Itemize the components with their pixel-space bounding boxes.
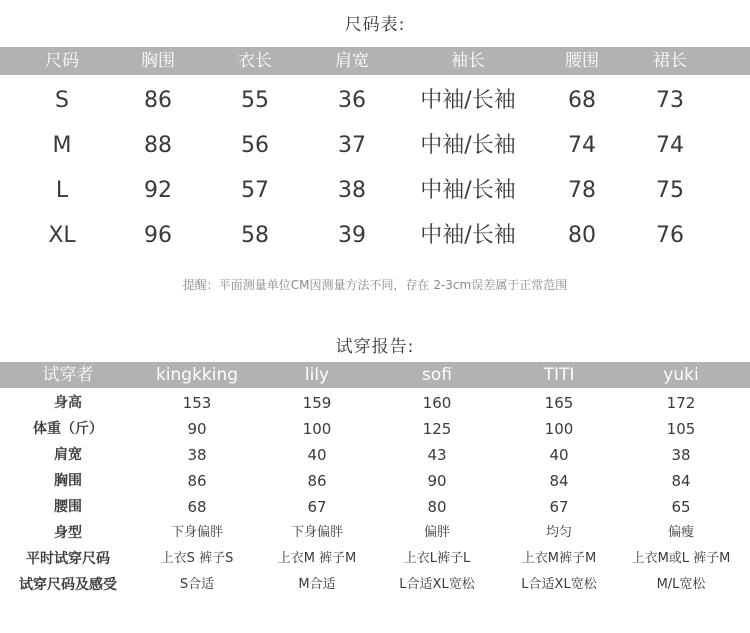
header-cell: 腰围 (565, 51, 599, 71)
header-cell: 胸围 (141, 51, 175, 71)
table-cell: 153 (182, 394, 212, 412)
table-cell: 68 (568, 88, 596, 113)
table-cell: 37 (338, 133, 366, 158)
table-cell: 上衣S 裤子S (160, 551, 234, 566)
table-row (0, 520, 750, 546)
table-cell: 78 (568, 178, 596, 203)
table-cell: 均匀 (545, 525, 573, 540)
table-cell: L合适XL宽松 (521, 577, 597, 592)
row-label: 平时试穿尺码 (26, 551, 110, 567)
row-label: 肩宽 (54, 447, 82, 463)
table-cell: 中袖/长袖 (420, 178, 516, 203)
table-cell: 86 (307, 472, 327, 490)
table-cell: 下身偏胖 (290, 525, 344, 540)
row-label: 体重（斤） (33, 421, 103, 437)
table-cell: 90 (427, 472, 447, 490)
table-row (0, 216, 750, 256)
table-cell: 73 (656, 88, 684, 113)
header-cell: kingkking (155, 365, 239, 385)
table-cell: 中袖/长袖 (420, 223, 516, 248)
table-row (0, 390, 750, 416)
table-cell: 中袖/长袖 (420, 88, 516, 113)
table-row (0, 81, 750, 121)
table-cell: 76 (656, 223, 684, 248)
row-label: 胸围 (54, 473, 82, 489)
table-cell: 84 (671, 472, 691, 490)
header-cell: TITI (543, 365, 575, 385)
header-cell: 裙长 (653, 51, 687, 71)
table-cell: L合适XL宽松 (399, 577, 475, 592)
table-cell: 100 (302, 420, 332, 438)
table-cell: 74 (568, 133, 596, 158)
table-cell: 86 (144, 88, 172, 113)
table-cell: 80 (568, 223, 596, 248)
table-cell: 159 (302, 394, 332, 412)
table-cell: 67 (549, 498, 569, 516)
row-label: 腰围 (54, 499, 82, 515)
table-cell: 55 (241, 88, 269, 113)
header-cell: sofi (422, 365, 452, 385)
table-cell: 92 (144, 178, 172, 203)
table-cell: S合适 (179, 577, 215, 592)
header-cell: yuki (663, 365, 699, 385)
table-cell: 56 (241, 133, 269, 158)
table-cell: 74 (656, 133, 684, 158)
header-cell: 袖长 (451, 51, 485, 71)
table-cell: 38 (338, 178, 366, 203)
table-cell: M合适 (298, 577, 336, 592)
table-cell: 96 (144, 223, 172, 248)
measurement-note: 提醒：平面测量单位CM因测量方法不同，存在 2-3cm误差属于正常范围 (182, 278, 568, 292)
size-chart-header (0, 47, 750, 75)
table-cell: L (55, 178, 69, 203)
table-row (0, 572, 750, 598)
table-cell: 偏瘦 (667, 525, 695, 540)
table-cell: 38 (671, 446, 691, 464)
table-cell: M (52, 133, 72, 158)
table-cell: 上衣L裤子L (403, 551, 471, 566)
table-cell: S (55, 88, 69, 113)
header-cell: 肩宽 (335, 51, 369, 71)
table-cell: 上衣M或L 裤子M (631, 551, 731, 566)
table-row (0, 546, 750, 572)
table-row (0, 126, 750, 166)
table-cell: 57 (241, 178, 269, 203)
table-row (0, 442, 750, 468)
table-cell: 105 (666, 420, 696, 438)
table-cell: M/L宽松 (656, 577, 706, 592)
table-cell: 86 (187, 472, 207, 490)
table-cell: 40 (549, 446, 569, 464)
table-row (0, 171, 750, 211)
table-cell: 38 (187, 446, 207, 464)
table-cell: 75 (656, 178, 684, 203)
table-cell: XL (48, 223, 76, 248)
table-cell: 39 (338, 223, 366, 248)
table-row (0, 494, 750, 520)
table-cell: 40 (307, 446, 327, 464)
table-cell: 80 (427, 498, 447, 516)
table-cell: 90 (187, 420, 207, 438)
table-cell: 172 (666, 394, 696, 412)
header-cell: 尺码 (45, 51, 79, 71)
table-cell: 36 (338, 88, 366, 113)
table-cell: 68 (187, 498, 207, 516)
table-cell: 88 (144, 133, 172, 158)
header-cell: 衣长 (238, 51, 272, 71)
header-cell: lily (304, 365, 330, 385)
table-cell: 58 (241, 223, 269, 248)
table-cell: 125 (422, 420, 452, 438)
table-cell: 下身偏胖 (170, 525, 224, 540)
table-cell: 上衣M 裤子M (277, 551, 357, 566)
table-cell: 中袖/长袖 (420, 133, 516, 158)
row-label: 身型 (54, 525, 82, 541)
row-label: 身高 (54, 395, 82, 411)
table-cell: 100 (544, 420, 574, 438)
table-cell: 43 (427, 446, 447, 464)
header-cell: 试穿者 (42, 365, 94, 385)
table-cell: 165 (544, 394, 574, 412)
table-row (0, 468, 750, 494)
table-cell: 偏胖 (423, 525, 451, 540)
table-cell: 65 (671, 498, 691, 516)
size-chart-title: 尺码表: (344, 15, 406, 35)
table-row (0, 416, 750, 442)
row-label: 试穿尺码及感受 (19, 577, 117, 593)
table-cell: 上衣M裤子M (521, 551, 597, 566)
table-cell: 160 (422, 394, 452, 412)
trial-report-title: 试穿报告: (335, 337, 415, 357)
trial-report-header (0, 362, 750, 388)
table-cell: 84 (549, 472, 569, 490)
table-cell: 67 (307, 498, 327, 516)
